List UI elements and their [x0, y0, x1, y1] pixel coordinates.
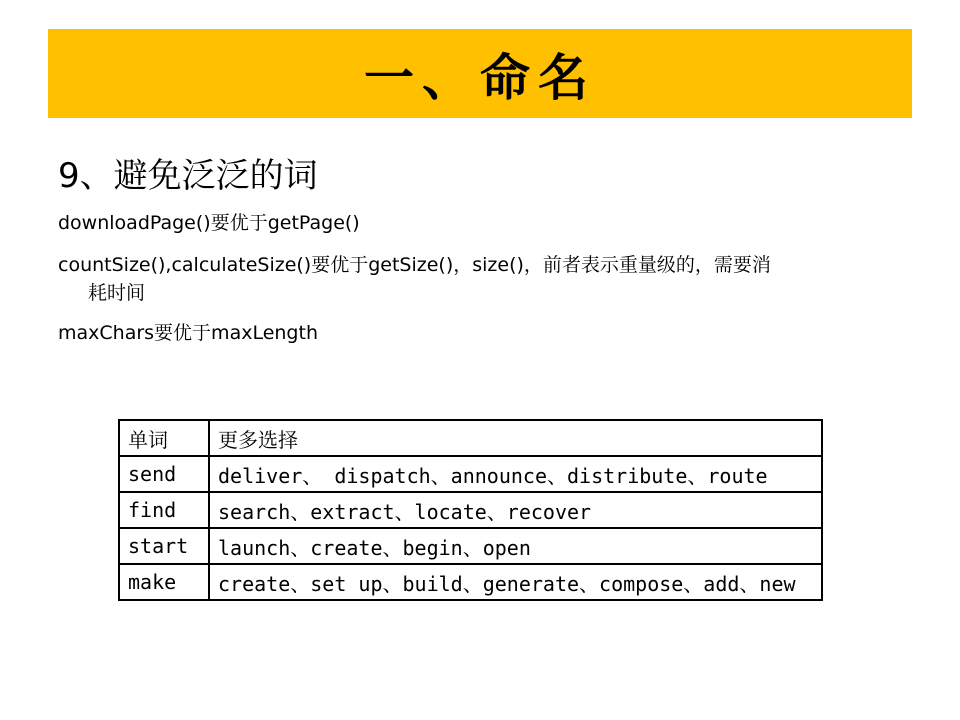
- header-cell-alternatives: 更多选择: [209, 420, 822, 456]
- table-cell-word: make: [119, 564, 209, 600]
- section-heading: 9、避免泛泛的词: [58, 156, 318, 196]
- table-row: [119, 528, 822, 564]
- table-header-row: [119, 420, 822, 456]
- table-row: [119, 492, 822, 528]
- text-line-3: maxChars要优于maxLength: [58, 322, 318, 344]
- table-cell-alternatives: deliver、 dispatch、announce、distribute、route: [209, 456, 822, 492]
- word-alternatives-table: [118, 419, 823, 601]
- title-banner: [48, 29, 912, 118]
- table-cell-word: start: [119, 528, 209, 564]
- text-line-1: downloadPage()要优于getPage(): [58, 212, 360, 234]
- table-cell-alternatives: create、set up、build、generate、compose、add、new: [209, 564, 822, 600]
- text-line-2: countSize(),calculateSize()要优于getSize()，size()，前者表示重量级的，需要消: [58, 254, 771, 276]
- table-cell-alternatives: launch、create、begin、open: [209, 528, 822, 564]
- text-line-2-continued: 耗时间: [88, 282, 146, 304]
- slide-title: 一、命名: [364, 48, 596, 107]
- table-row: [119, 564, 822, 600]
- table-cell-alternatives: search、extract、locate、recover: [209, 492, 822, 528]
- table-row: [119, 456, 822, 492]
- header-cell-word: 单词: [119, 420, 209, 456]
- table-cell-word: find: [119, 492, 209, 528]
- table-cell-word: send: [119, 456, 209, 492]
